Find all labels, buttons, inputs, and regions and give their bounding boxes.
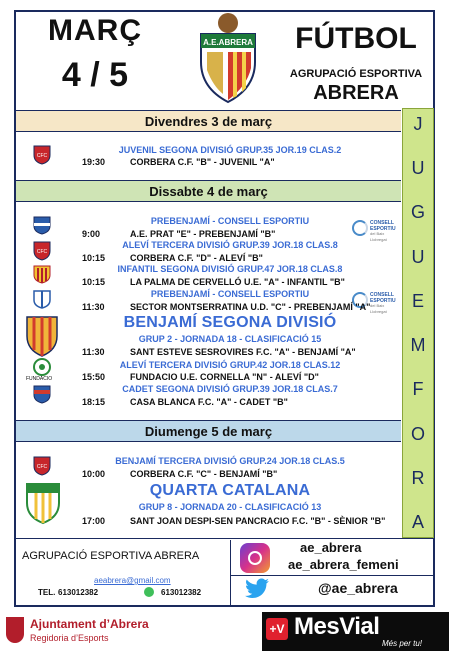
header-date-range: 4 / 5 [61,56,129,94]
twitter-handle[interactable]: @ae_abrera [318,580,398,596]
ajuntament-logo [0,612,262,651]
match-category: PREBENJAMÍ - CONSELL ESPORTIU [150,216,310,226]
mesvial-name: MesVial [294,613,380,640]
team-logo-icon [32,456,52,476]
match-teams: LA PALMA DE CERVELLÓ U.E. "A" - INFANTIL "B" [130,277,345,287]
match-time: 10:15 [82,253,106,263]
instagram-icon[interactable] [240,543,270,573]
match-category: JUVENIL SEGONA DIVISIÓ GRUP.35 JOR.19 CLAS.2 [118,145,342,155]
header-sport-block [282,22,430,104]
header-date-block [20,14,170,94]
match-subtitle: GRUP 2 - JORNADA 18 - CLASIFICACIÓ 15 [138,334,322,344]
match-teams: A.E. PRAT "E" - PREBENJAMÍ "B" [130,229,276,239]
footer-org-name: AGRUPACIÓ ESPORTIVA ABRERA [22,550,200,562]
team-logo-icon [32,384,52,404]
banner-letter: J [413,114,423,134]
banner-letter: U [411,246,425,267]
banner-letter: M [410,335,426,356]
svg-text:CFC: CFC [36,249,48,255]
match-teams: SANT ESTEVE SESROVIRES F.C. "A" - BENJAMÍ "A" [130,347,356,357]
consell-line3: del Baix Llobregat [370,303,387,314]
consell-line3: del Baix Llobregat [370,231,387,242]
fundacio-label: FUNDACIO [26,376,53,382]
match-teams: CORBERA C.F. "D" - ALEVÍ "B" [130,253,263,263]
twitter-icon[interactable] [244,578,270,600]
banner-letter: U [411,158,425,179]
day-header-friday: Divendres 3 de març [16,110,401,132]
consell-line2: ESPORTIU [370,226,396,232]
match-time: 19:30 [82,157,106,167]
instagram-handle[interactable]: ae_abrera [300,540,362,555]
match-category-highlight: QUARTA CATALANA [149,482,311,499]
club-crest-icon [195,12,261,104]
footer-divider [14,538,435,539]
consell-line1: CONSELL [370,292,394,298]
match-category: PREBENJAMÍ - CONSELL ESPORTIU [150,289,310,299]
match-time: 10:00 [82,469,106,479]
match-category: INFANTIL SEGONA DIVISIÓ GRUP.47 JOR.18 CLAS.8 [117,264,343,274]
banner-letter: G [410,202,425,223]
banner-letter: A [411,511,424,532]
footer-contact [16,540,226,604]
footer-divider-vertical [230,540,231,605]
banner-letter: R [411,467,425,488]
match-time: 15:50 [82,372,106,382]
mesvial-slogan: Més per tu! [382,639,423,648]
team-logo-icon [32,289,52,309]
match-category: ALEVÍ TERCERA DIVISIÓ GRUP.39 JOR.18 CLAS.8 [122,240,338,250]
header-sport: FÚTBOL [295,22,417,55]
banner-letter: F [412,379,424,400]
header-org-line1: AGRUPACIÓ ESPORTIVA [289,68,423,80]
footer-whatsapp-phone: 613012382 [161,588,202,597]
banner-letter: E [411,290,424,311]
team-logo-icon [24,481,62,525]
footer-email-link[interactable]: aeabrera@gmail.com [94,576,171,585]
match-category: CADET SEGONA DIVISIÓ GRUP.39 JOR.18 CLAS.7 [122,384,338,394]
match-teams: SECTOR MONTSERRATINA U.D. "C" - PREBENJAMÍ "A" [130,302,371,312]
team-logo-icon [32,145,52,165]
whatsapp-icon [144,587,154,597]
footer-divider [231,575,435,576]
day-header-saturday: Dissabte 4 de març [16,180,401,202]
team-logo-icon [32,241,52,261]
svg-text:CFC: CFC [36,464,48,470]
team-logo-icon [32,264,52,284]
svg-text:CFC: CFC [36,153,48,159]
mesvial-plus-icon: +V [266,618,288,640]
ajuntament-shield-icon [6,617,24,643]
match-time: 18:15 [82,397,106,407]
match-teams: CORBERA C.F. "C" - BENJAMÍ "B" [130,469,278,479]
match-category: ALEVÍ TERCERA DIVISIÓ GRUP.42 JOR.18 CLAS.12 [119,360,341,370]
ajuntament-regidoria: Regidoria d’Esports [30,633,109,643]
match-category-highlight: BENJAMÍ SEGONA DIVISIÓ [123,314,337,331]
match-time: 10:15 [82,277,106,287]
header-month: MARÇ [48,14,142,47]
banner-letter: O [410,423,425,444]
team-logo-icon [32,358,52,378]
match-subtitle: GRUP 8 - JORNADA 20 - CLASIFICACIÓ 13 [138,502,322,512]
match-time: 17:00 [82,516,106,526]
instagram-handle-femeni[interactable]: ae_abrera_femeni [288,557,399,572]
footer-tel-label: TEL. [38,588,56,597]
consell-line1: CONSELL [370,220,394,226]
match-time: 11:30 [82,347,105,357]
mesvial-logo [262,612,449,651]
juguem-fora-banner [402,108,434,538]
team-logo-icon [32,215,52,235]
consell-line2: ESPORTIU [370,298,396,304]
crest-text: A.E.ABRERA [203,38,253,47]
footer-phone: 613012382 [58,588,99,597]
sponsor-strip [0,612,449,651]
header-org-line2: ABRERA [313,82,399,104]
match-teams: CORBERA C.F. "B" - JUVENIL "A" [130,157,275,167]
match-time: 11:30 [82,302,105,312]
team-logo-icon [24,314,60,358]
match-category: BENJAMÍ TERCERA DIVISIÓ GRUP.24 JOR.18 CLAS.5 [115,456,345,466]
match-time: 9:00 [82,229,101,239]
match-teams: CASA BLANCA F.C. "A" - CADET "B" [130,397,288,407]
day-header-sunday: Diumenge 5 de març [16,420,401,442]
match-teams: SANT JOAN DESPI-SEN PANCRACIO F.C. "B" - SÈNIOR "B" [130,516,386,526]
ajuntament-name: Ajuntament d’Abrera [30,617,149,631]
match-teams: FUNDACIO U.E. CORNELLA "N" - ALEVÍ "D" [130,372,319,382]
